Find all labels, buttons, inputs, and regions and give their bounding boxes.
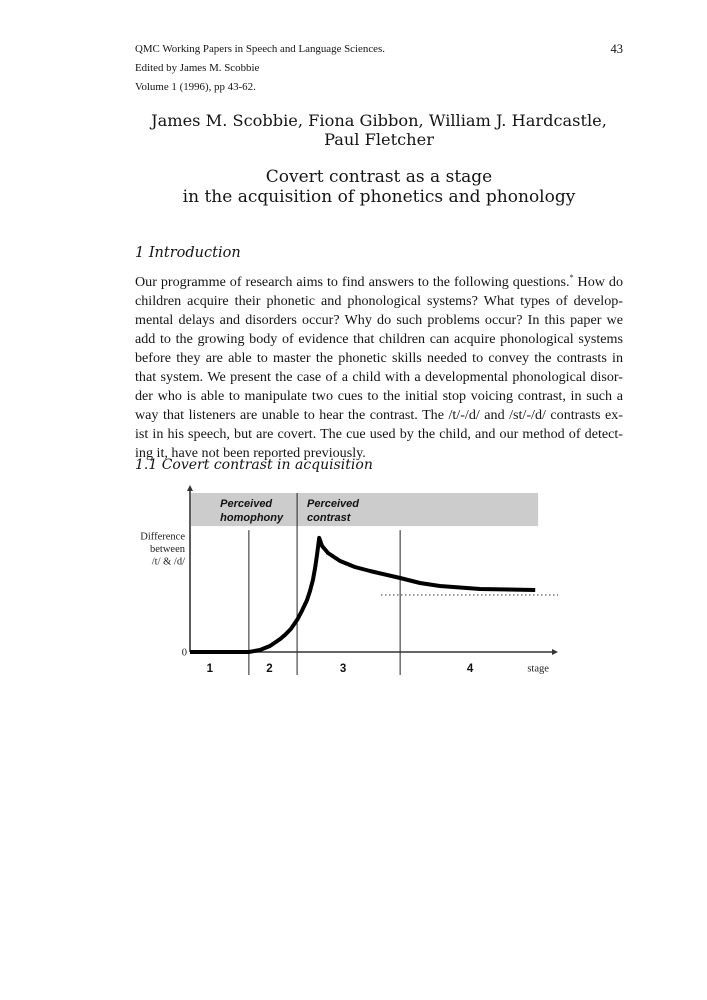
author-list bbox=[135, 111, 623, 150]
title-line: in the acquisition of phonetics and phonology bbox=[182, 187, 576, 208]
paragraph-line: ist in his speech, but are covert. The cue used by the child, and our method of detect- bbox=[135, 425, 623, 442]
paragraph-line: before they are able to master the phonetic skills needed to convey the contrasts in bbox=[135, 349, 623, 366]
paper-title bbox=[135, 167, 623, 207]
paragraph-line: way that listeners are unable to hear the contrast. The /t/-/d/ and /st/-/d/ contrasts ex- bbox=[135, 406, 623, 423]
band-label-line: contrast bbox=[307, 512, 351, 525]
title-line: Covert contrast as a stage bbox=[265, 167, 493, 188]
stage-label: 1 bbox=[206, 663, 214, 675]
difference-curve bbox=[190, 538, 535, 652]
paragraph-line: add to the growing body of evidence that children can acquire phonological systems bbox=[135, 330, 623, 347]
x-axis-label: stage bbox=[527, 663, 549, 675]
paragraph-line: ing it, have not been reported previously. bbox=[135, 444, 366, 461]
band-label-line: Perceived bbox=[307, 498, 360, 511]
authors-line: Paul Fletcher bbox=[324, 130, 434, 149]
subsection-heading-covert-contrast: 1.1 Covert contrast in acquisition bbox=[135, 457, 373, 474]
section-heading-introduction: 1 Introduction bbox=[135, 244, 241, 261]
covert-contrast-figure bbox=[120, 470, 580, 690]
stage-label: 4 bbox=[466, 663, 474, 675]
y-axis-arrow-icon bbox=[187, 485, 193, 491]
paragraph-line: children acquire their phonetic and phonological systems? What types of develop- bbox=[135, 292, 623, 309]
paragraph-line: der who is able to manipulate two cues to the initial stop voicing contrast, in such a bbox=[135, 387, 623, 404]
stage-label: 2 bbox=[266, 663, 273, 675]
y-axis-label bbox=[140, 532, 185, 568]
paragraph-line bbox=[135, 273, 623, 292]
page-number: 43 bbox=[610, 42, 623, 56]
journal-name: QMC Working Papers in Speech and Language Sciences. bbox=[135, 43, 385, 55]
y-axis-label-line: /t/ & /d/ bbox=[151, 556, 185, 568]
y-tick-label: 0 bbox=[181, 647, 187, 659]
introduction-paragraph bbox=[135, 273, 623, 463]
stage-label: 3 bbox=[339, 663, 347, 675]
paragraph-line: that system. We present the case of a child with a developmental phonological disor- bbox=[135, 368, 623, 385]
band-label-line: homophony bbox=[220, 512, 284, 525]
paragraph-line: mental delays and disorders occur? Why do such problems occur? In this paper we bbox=[135, 311, 623, 328]
volume-line: Volume 1 (1996), pp 43-62. bbox=[135, 81, 256, 93]
x-axis-arrow-icon bbox=[552, 649, 558, 655]
authors-line: James M. Scobbie, Fiona Gibbon, William J. Hardcastle, bbox=[151, 110, 607, 130]
y-axis-label-line: Difference bbox=[140, 531, 185, 543]
footnote-marker: * bbox=[569, 272, 574, 282]
running-header bbox=[135, 40, 385, 97]
paragraph-text: How do bbox=[577, 273, 623, 290]
band-label-line: Perceived bbox=[220, 498, 273, 511]
y-axis-label-line: between bbox=[150, 544, 185, 555]
editor-line: Edited by James M. Scobbie bbox=[135, 62, 260, 74]
paragraph-text: Our programme of research aims to find answers to the following questions. bbox=[135, 273, 570, 290]
